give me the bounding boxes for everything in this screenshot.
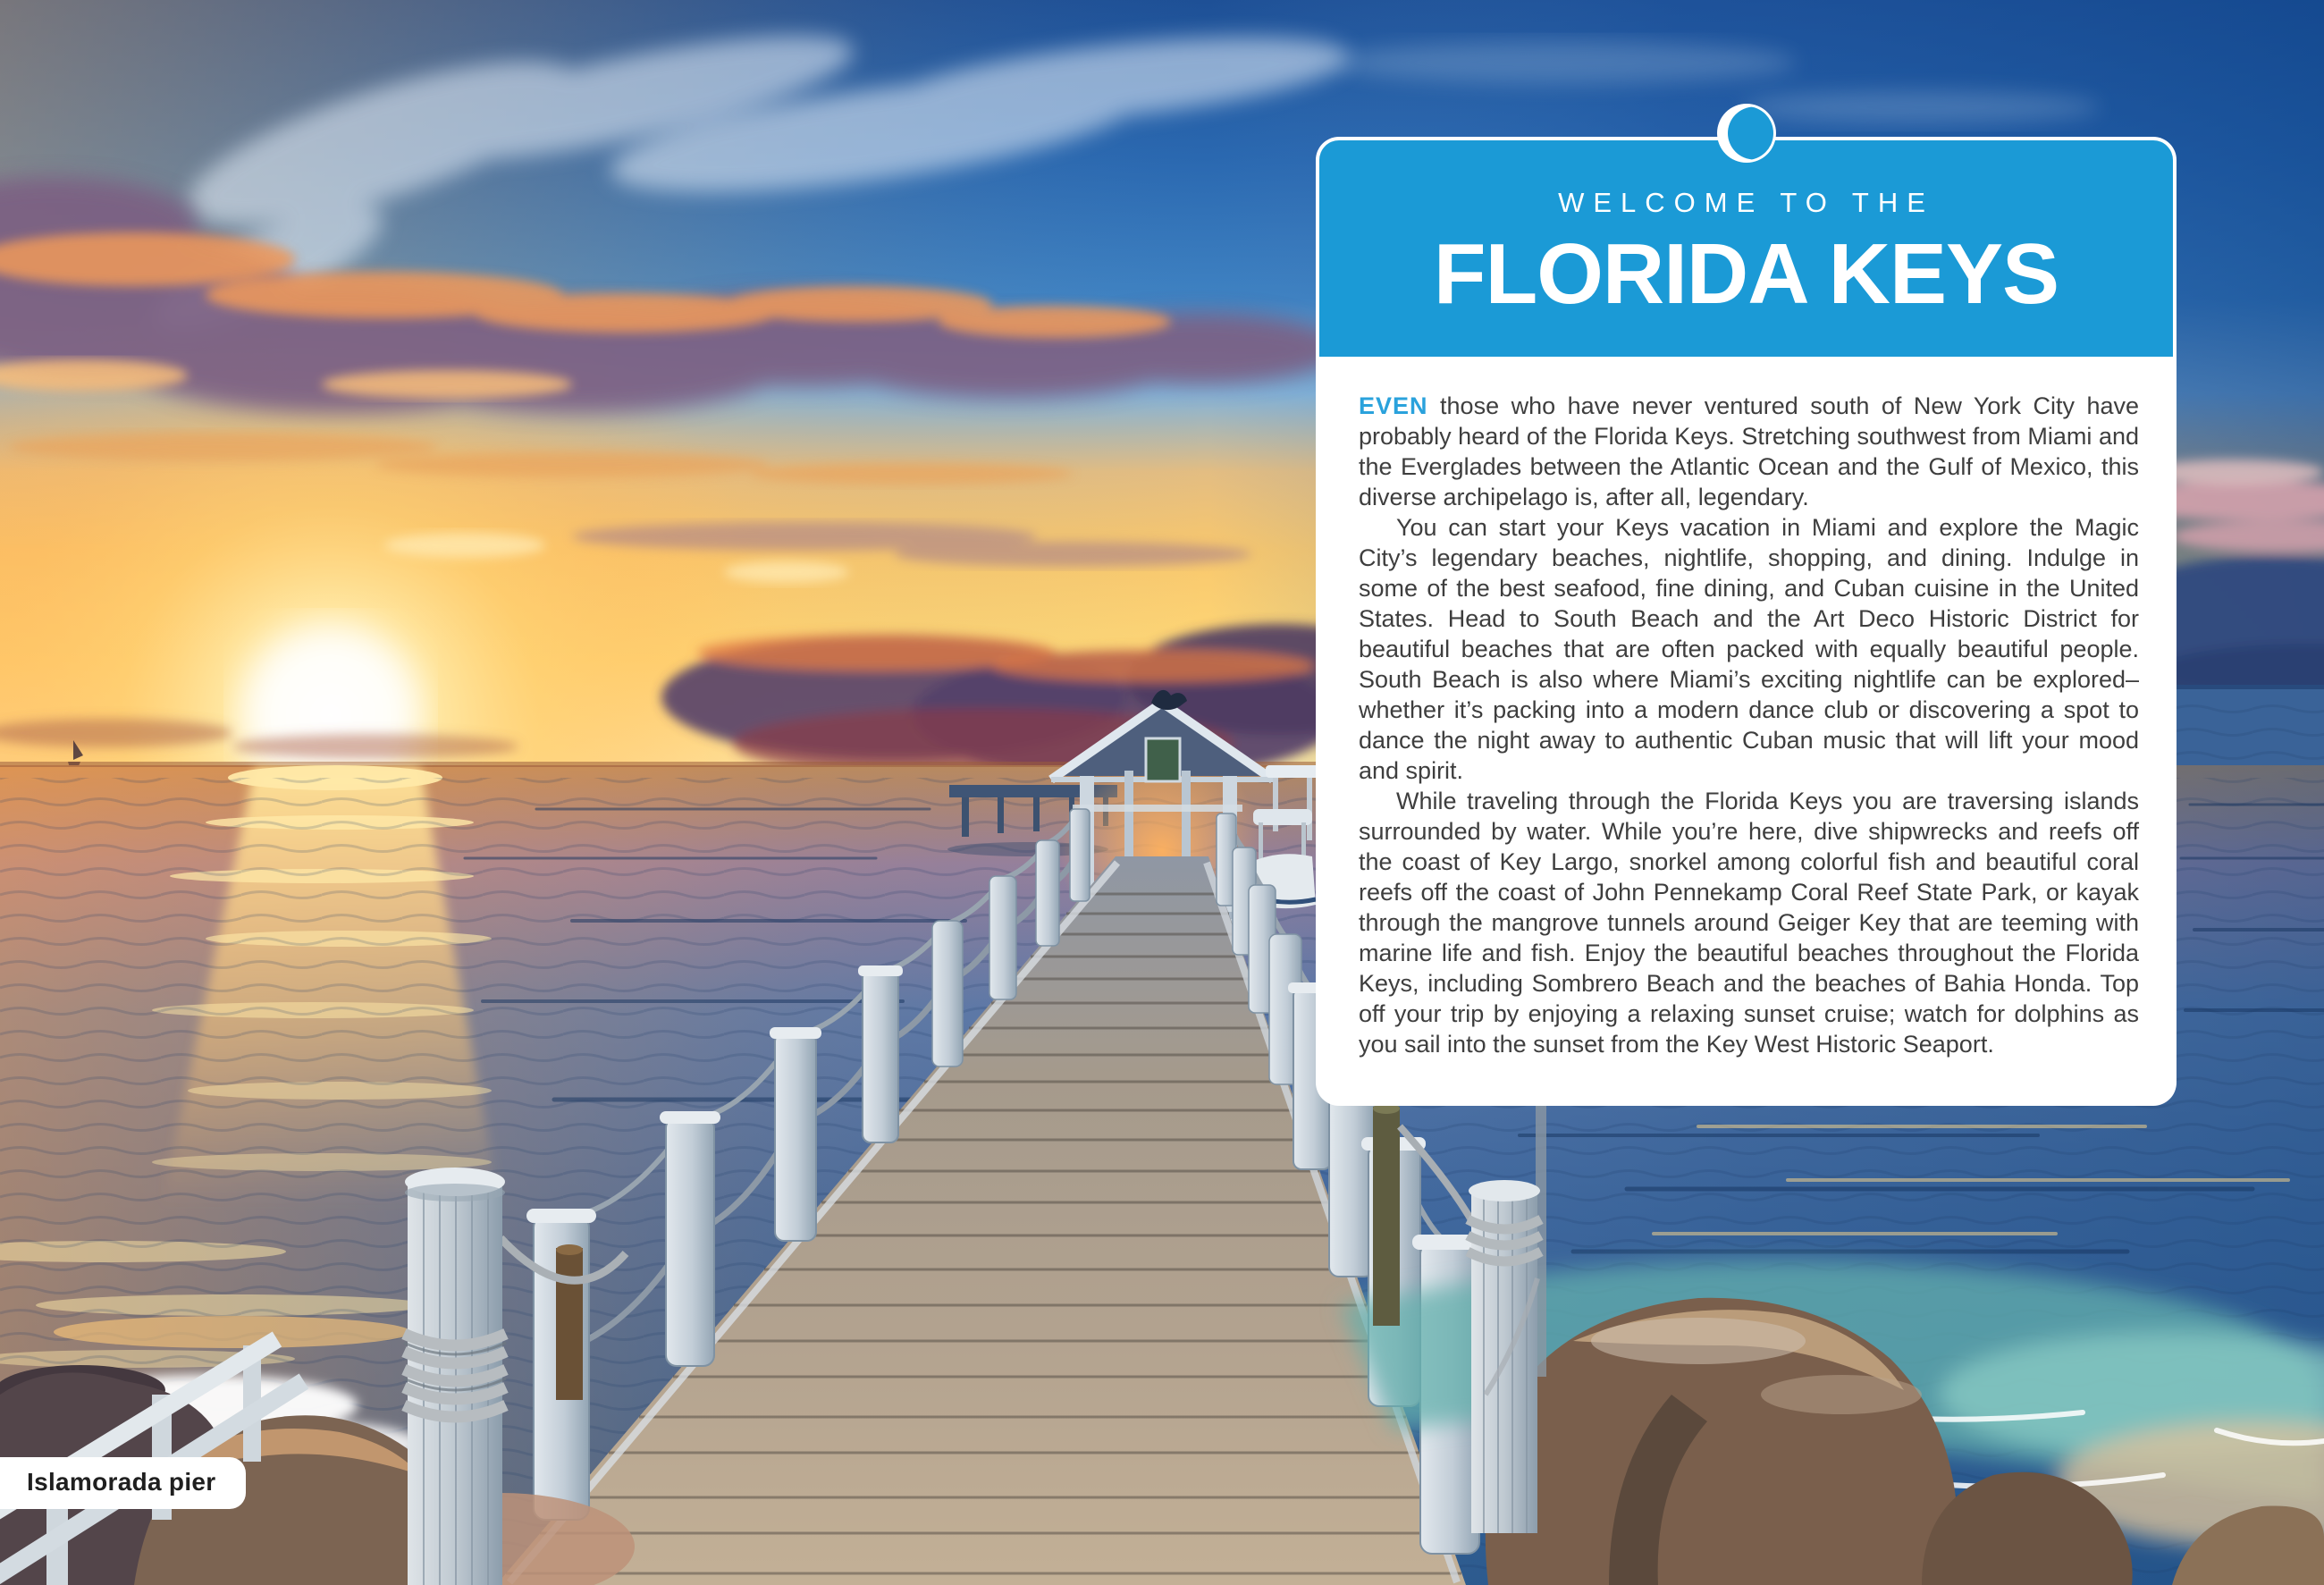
card-body xyxy=(1319,357,2173,1059)
moon-crescent-logo-icon xyxy=(1717,104,1776,163)
card-title: FLORIDA KEYS xyxy=(1433,226,2059,322)
card-header xyxy=(1319,140,2173,357)
welcome-eyebrow: WELCOME TO THE xyxy=(1558,187,1934,218)
paragraph-keys: While traveling through the Florida Keys you are traversing islands surrounded by water. While you’re here, dive shipwrecks and reefs off the coast of Key Largo, snorkel among colorful fish and beautiful coral reefs off the coast of John Pennekamp Coral Reef State Park, or kayak through the mangrove tunnels around Geiger Key that are teeming with marine life and fish. Enjoy the beautiful beaches throughout the Florida Keys, including Sombrero Beach and the beaches of Bahia Honda. Top off your trip by enjoying a relaxing sunset cruise; watch for dolphins as you sail into the sunset from the Key West Historic Seaport. xyxy=(1359,788,2139,1058)
welcome-card xyxy=(1316,137,2177,1106)
lead-word: EVEN xyxy=(1359,392,1428,419)
intro-paragraph xyxy=(1359,391,2139,512)
paragraph-miami: You can start your Keys vacation in Miami and explore the Magic City’s legendary beaches, nightlife, shopping, and dining. Indulge in some of the best seafood, fine dining, and Cuban cuisine in the United States. Head to South Beach and the Art Deco Historic District for beautiful beaches that are often packed with equally beautiful people. South Beach is also where Miami’s exciting nightlife can be explored–whether it’s packing into a modern dance club or discovering a spot to dance the night away to authentic Cuban music that will lift your mood and spirit. xyxy=(1359,514,2139,784)
intro-paragraph-text: those who have never ventured south of New York City have probably heard of the Florida Keys. Stretching southwest from Miami and the Everglades between the Atlantic Ocean and the Gulf of Mexico, this diverse archipelago is, after all, legendary. xyxy=(1359,392,2139,510)
photo-caption-text: Islamorada pier xyxy=(27,1468,216,1496)
photo-caption xyxy=(0,1457,246,1509)
